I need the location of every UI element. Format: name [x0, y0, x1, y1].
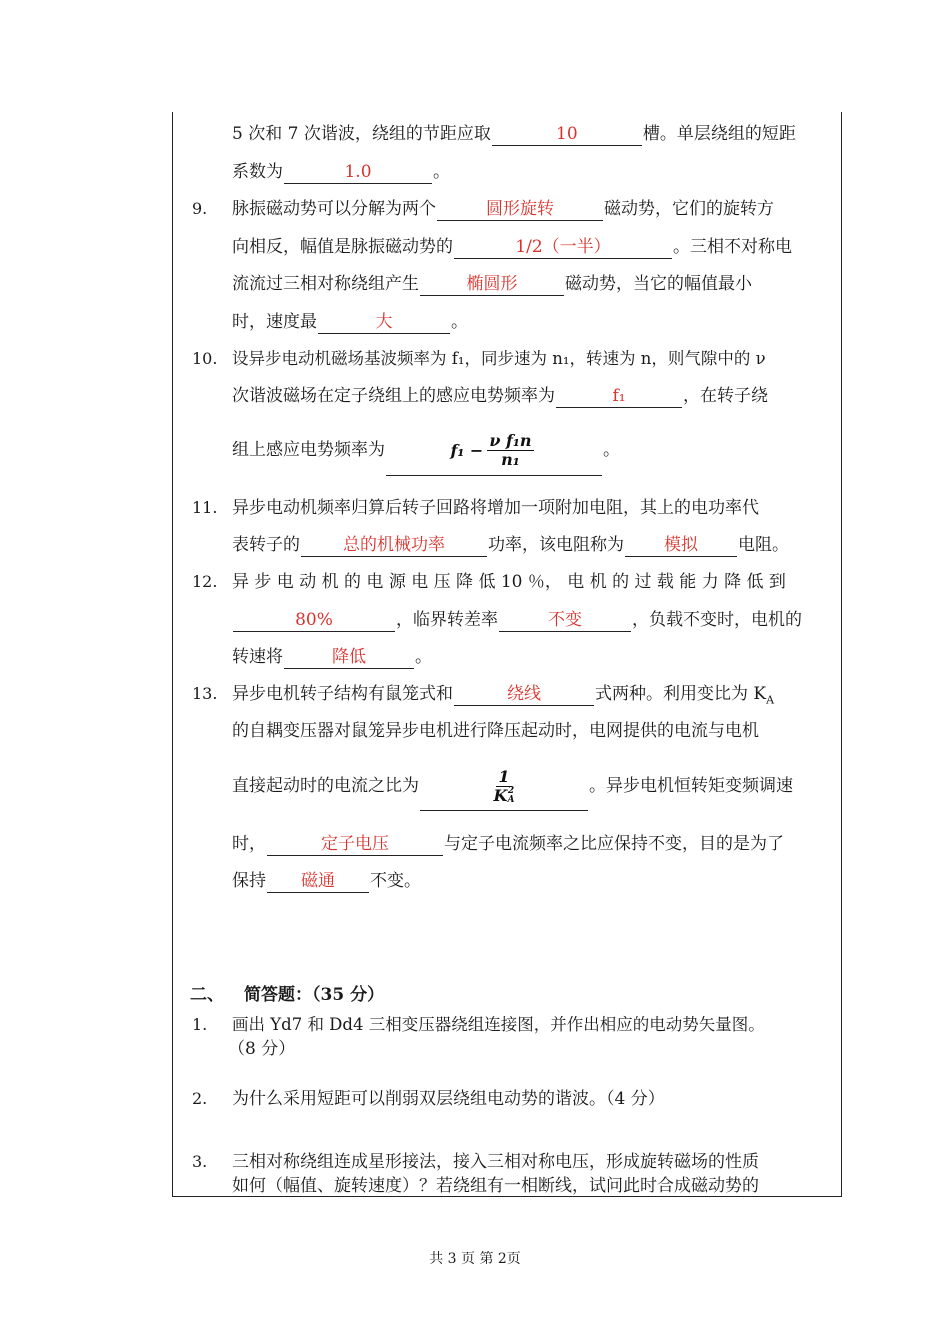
q12-text: 转速将	[232, 647, 283, 667]
s1-number: 1.	[192, 1015, 208, 1034]
q13-text: 时，	[232, 834, 266, 854]
q9-line-3	[232, 272, 752, 296]
q13-text: 保持	[232, 871, 266, 891]
s2-line-1: 为什么采用短距可以削弱双层绕组电动势的谐波。（4 分）	[232, 1089, 665, 1109]
q10-number: 10.	[192, 349, 218, 368]
q13-number: 13.	[192, 684, 218, 703]
q13-formula-denominator	[492, 787, 517, 806]
q13-line-5	[232, 869, 421, 893]
s3-line-2: 如何（幅值、旋转速度）？若绕组有一相断线，试问此时合成磁动势的	[232, 1176, 759, 1196]
q12-blank-1[interactable]: 80%	[233, 609, 395, 632]
q12-line-2	[232, 608, 802, 632]
q8-text: 槽。单层绕组的短距	[642, 124, 796, 144]
q12-blank-3[interactable]: 降低	[284, 646, 414, 669]
q13-formula-blank	[420, 762, 588, 811]
q12-text: ，临界转差率	[396, 610, 498, 630]
q9-line-2	[232, 235, 792, 259]
q13-blank-2[interactable]: 定子电压	[267, 833, 443, 856]
q13-line-3	[232, 760, 793, 812]
q13-formula-K: K	[493, 785, 508, 805]
q10-formula-denominator: n₁	[501, 450, 520, 469]
q8-text: 系数为	[232, 162, 283, 182]
q11-line-1: 异步电动机频率归算后转子回路将增加一项附加电阻，其上的电功率代	[232, 498, 759, 518]
q9-text: 。三相不对称电	[673, 237, 792, 257]
q11-text: 表转子的	[232, 535, 300, 555]
q13-formula-sup: 2	[507, 786, 515, 797]
q12-line-3	[232, 645, 432, 669]
q13-line-2: 的自耦变压器对鼠笼异步电机进行降压起动时，电网提供的电流与电机	[232, 721, 759, 741]
q11-number: 11.	[192, 498, 218, 517]
section-2-marker: 二、	[190, 985, 224, 1005]
q12-line-1: 异 步 电 动 机 的 电 源 电 压 降 低 10 ％， 电 机 的 过 载 能 力 降 低 到	[232, 572, 786, 592]
q13-text: 式两种。利用变比为 K	[595, 684, 767, 704]
q8-text: 5 次和 7 次谐波，绕组的节距应取	[232, 124, 491, 144]
q13-formula-numerator: 1	[498, 766, 510, 786]
q12-text: 。	[415, 647, 432, 667]
q9-text: 脉振磁动势可以分解为两个	[232, 199, 436, 219]
q9-line-1	[232, 197, 774, 221]
q9-text: 流流过三相对称绕组产生	[232, 274, 419, 294]
q10-formula-blank	[386, 426, 602, 476]
q9-blank-3[interactable]: 椭圆形	[420, 273, 564, 296]
q10-formula-lhs: f₁ −	[450, 440, 484, 460]
q9-blank-1[interactable]: 圆形旋转	[437, 198, 603, 221]
q13-blank-1[interactable]: 绕线	[454, 683, 594, 706]
q9-blank-2[interactable]: 1/2（一半）	[454, 236, 672, 259]
q12-blank-2[interactable]: 不变	[499, 609, 631, 632]
q9-blank-4[interactable]: 大	[318, 311, 450, 334]
q13-text: 与定子电流频率之比应保持不变，目的是为了	[444, 834, 784, 854]
q10-line-2	[232, 384, 768, 408]
q10-text: 。	[603, 440, 620, 460]
q13-text: 不变。	[370, 871, 421, 891]
s1-line-1: 画出 Yd7 和 Dd4 三相变压器绕组连接图，并作出相应的电动势矢量图。	[232, 1015, 765, 1034]
section-2-heading	[190, 983, 384, 1007]
q13-formula-fraction	[492, 768, 517, 806]
q13-text: 异步电机转子结构有鼠笼式和	[232, 684, 453, 704]
q13-text: 直接起动时的电流之比为	[232, 776, 419, 796]
q11-blank-1[interactable]: 总的机械功率	[301, 534, 487, 557]
q8-line-2	[232, 160, 450, 184]
q9-text: 磁动势，当它的幅值最小	[565, 274, 752, 294]
q11-line-2	[232, 533, 789, 557]
q10-formula-numerator: ν f₁n	[489, 431, 532, 450]
q9-text: 时，速度最	[232, 312, 317, 332]
q8-blank-1[interactable]: 10	[492, 123, 642, 146]
q10-text: ，在转子绕	[683, 386, 768, 406]
q9-text: 磁动势，它们的旋转方	[604, 199, 774, 219]
q10-formula-fraction	[487, 432, 533, 469]
q10-blank-1[interactable]: f₁	[556, 385, 682, 408]
q13-text: 。异步电机恒转矩变频调速	[589, 776, 793, 796]
q10-line-1: 设异步电动机磁场基波频率为 f₁，同步速为 n₁，转速为 n，则气隙中的 ν	[232, 349, 766, 368]
q10-line-3	[232, 424, 620, 476]
q12-text: ，负载不变时，电机的	[632, 610, 802, 630]
q13-line-1	[232, 682, 774, 712]
s3-line-1: 三相对称绕组连成星形接法，接入三相对称电压，形成旋转磁场的性质	[232, 1152, 759, 1172]
q11-text: 电阻。	[738, 535, 789, 555]
q9-text: 。	[451, 312, 468, 332]
s2-number: 2.	[192, 1089, 208, 1108]
section-2-title: 简答题：（35 分）	[244, 985, 385, 1005]
q8-text: 。	[433, 162, 450, 182]
s3-number: 3.	[192, 1152, 208, 1171]
q12-number: 12.	[192, 572, 218, 591]
q9-line-4	[232, 310, 468, 334]
q13-formula-scripts	[507, 787, 514, 805]
q10-text: 次谐波磁场在定子绕组上的感应电势频率为	[232, 386, 555, 406]
q8-line-1	[232, 122, 796, 146]
q10-text: 组上感应电势频率为	[232, 440, 385, 460]
q11-blank-2[interactable]: 模拟	[625, 534, 737, 557]
q13-blank-3[interactable]: 磁通	[267, 870, 369, 893]
s1-line-2: （8 分）	[228, 1039, 296, 1059]
q13-line-4	[232, 832, 784, 856]
q13-formula-sub: A	[507, 795, 515, 806]
q13-subscript: A	[766, 693, 775, 707]
q9-text: 向相反，幅值是脉振磁动势的	[232, 237, 453, 257]
q9-number: 9.	[192, 199, 208, 218]
page-footer: 共 3 页 第 2页	[429, 1251, 521, 1267]
q11-text: 功率，该电阻称为	[488, 535, 624, 555]
q8-blank-2[interactable]: 1.0	[284, 161, 432, 184]
